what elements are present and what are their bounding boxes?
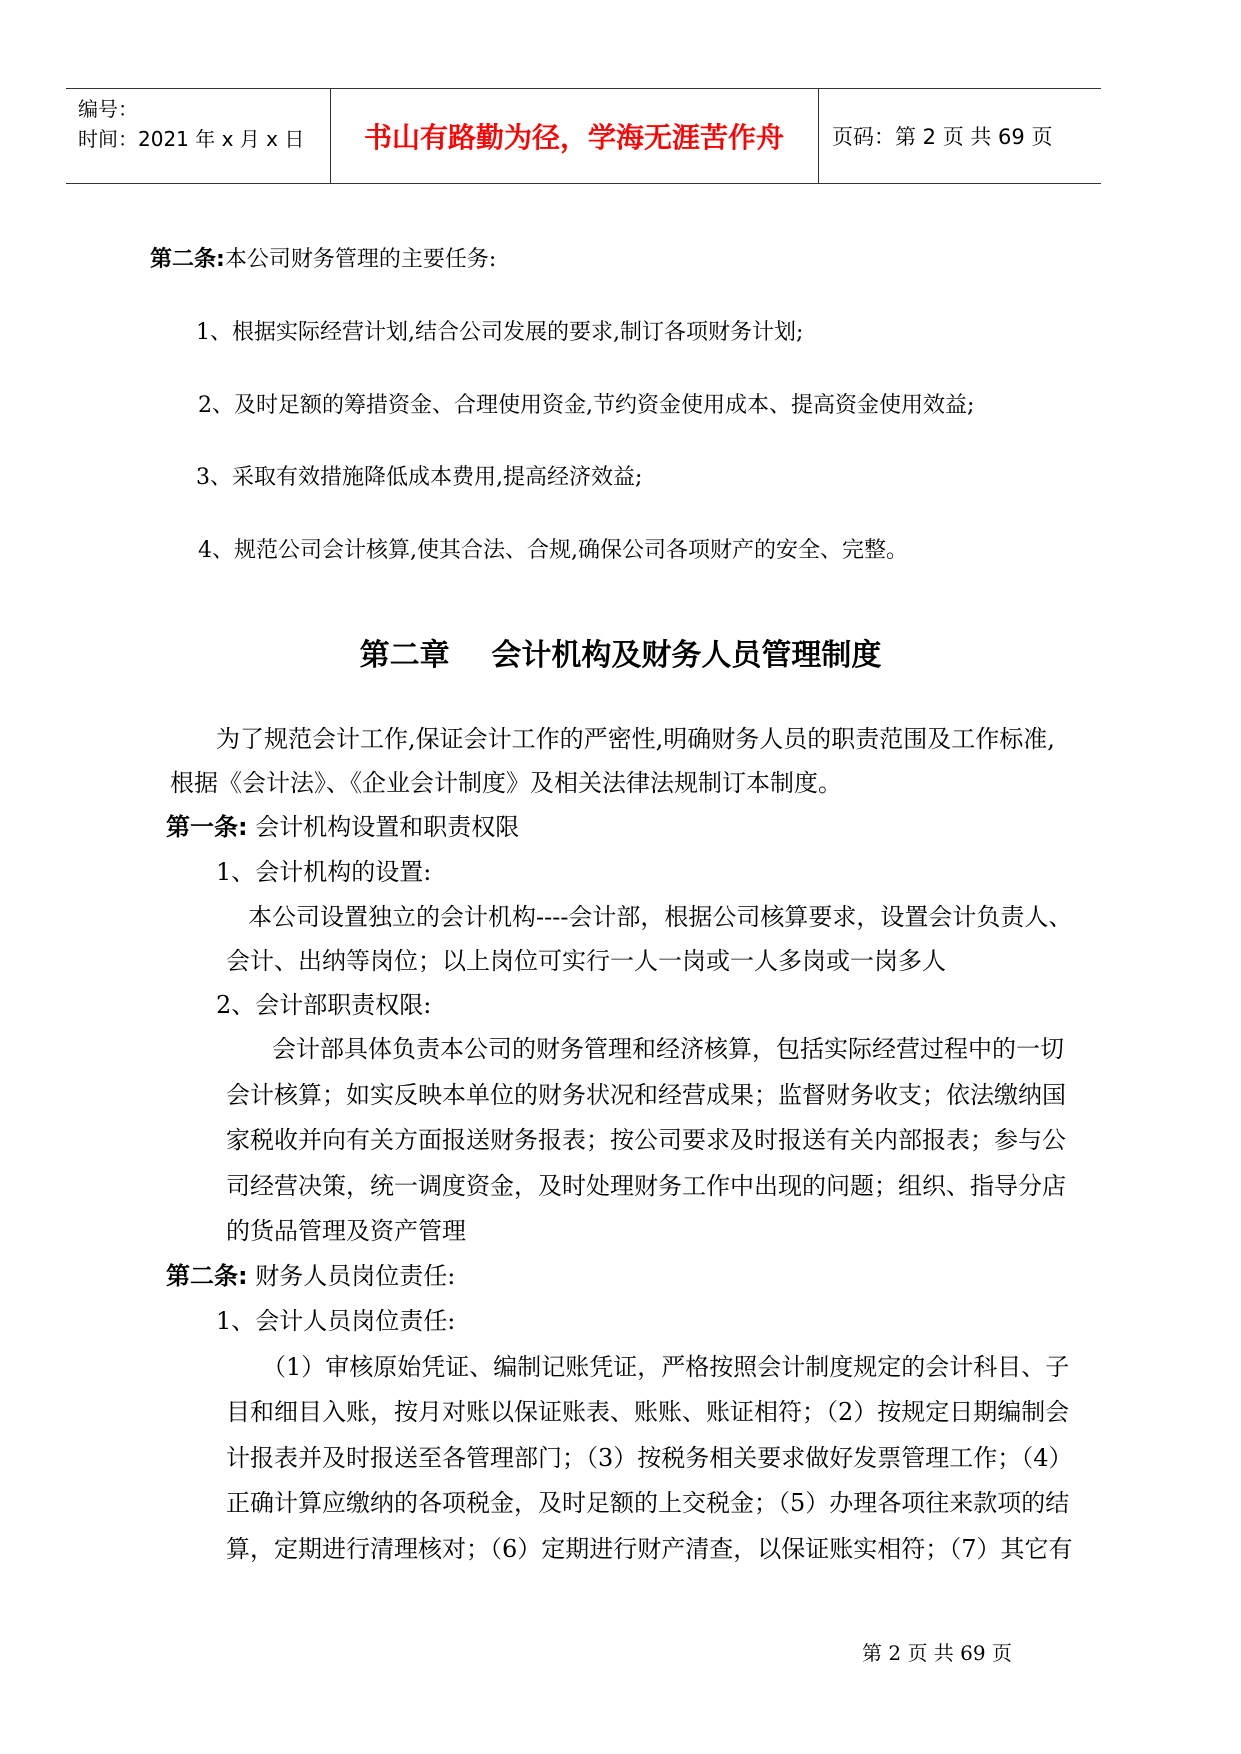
section-1-para-2: 会计、出纳等岗位；以上岗位可实行一人一岗或一人多岗或一岗多人 [226,947,946,975]
intro-line-1: 为了规范会计工作,保证会计工作的严密性,明确财务人员的职责范围及工作标准, [216,725,1055,753]
intro-line-2: 根据《会计法》、《企业会计制度》及相关法律法规制订本制度。 [170,769,842,797]
task-item-2: 2、及时足额的筹措资金、合理使用资金,节约资金使用成本、提高资金使用效益; [198,393,975,418]
page-footer: 第 2 页 共 69 页 [862,1641,1012,1665]
article-1-label: 第一条: [166,813,248,841]
header-page-info: 页码：第 2 页 共 69 页 [832,125,1053,149]
section-3-para-1: （1）审核原始凭证、编制记账凭证，严格按照会计制度规定的会计科目、子 [262,1353,1070,1381]
page-header [66,88,1101,184]
document-number: 编号： [78,97,138,121]
section-2-para-4: 司经营决策，统一调度资金，及时处理财务工作中出现的问题；组织、指导分店 [226,1172,1066,1200]
article-1-line [166,812,519,842]
header-meta [78,94,304,154]
chapter-title: 第二章 会计机构及财务人员管理制度 [359,638,882,673]
section-3-para-5: 算，定期进行清理核对；（6）定期进行财产清查，以保证账实相符；（7）其它有 [226,1535,1073,1563]
article-2b-text: 财务人员岗位责任: [255,1262,456,1290]
task-item-4: 4、规范公司会计核算,使其合法、合规,确保公司各项财产的安全、完整。 [198,538,908,563]
document-date: 时间：2021 年 x 月 x 日 [78,127,305,151]
section-2-para-5: 的货品管理及资产管理 [226,1217,466,1245]
article-2b-label: 第二条: [166,1262,248,1290]
section-2-para-2: 会计核算；如实反映本单位的财务状况和经营成果；监督财务收支；依法缴纳国 [226,1081,1066,1109]
article-2-line [150,245,496,275]
section-2-para-1: 会计部具体负责本公司的财务管理和经济核算，包括实际经营过程中的一切 [272,1035,1064,1063]
article-2-text: 本公司财务管理的主要任务: [224,247,497,272]
article-2-label: 第二条: [150,247,225,272]
section-1-heading: 1、会计机构的设置: [216,858,432,886]
section-3-para-2: 目和细目入账，按月对账以保证账表、账账、账证相符；（2）按规定日期编制会 [226,1398,1070,1426]
section-1-para-1: 本公司设置独立的会计机构----会计部，根据公司核算要求，设置会计负责人、 [248,903,1073,931]
section-3-heading: 1、会计人员岗位责任: [216,1307,456,1335]
article-2b-line [166,1261,455,1291]
task-item-3: 3、采取有效措施降低成本费用,提高经济效益; [196,465,643,490]
header-motto: 书山有路勤为径，学海无涯苦作舟 [363,121,784,154]
section-2-para-3: 家税收并向有关方面报送财务报表；按公司要求及时报送有关内部报表；参与公 [226,1126,1066,1154]
header-divider-right [818,88,819,184]
task-item-1: 1、根据实际经营计划,结合公司发展的要求,制订各项财务计划; [196,320,804,345]
section-3-para-3: 计报表并及时报送至各管理部门；（3）按税务相关要求做好发票管理工作；（4） [226,1444,1073,1472]
section-3-para-4: 正确计算应缴纳的各项税金，及时足额的上交税金；（5）办理各项往来款项的结 [226,1489,1070,1517]
section-2-heading: 2、会计部职责权限: [216,991,432,1019]
article-1-text: 会计机构设置和职责权限 [255,813,520,841]
